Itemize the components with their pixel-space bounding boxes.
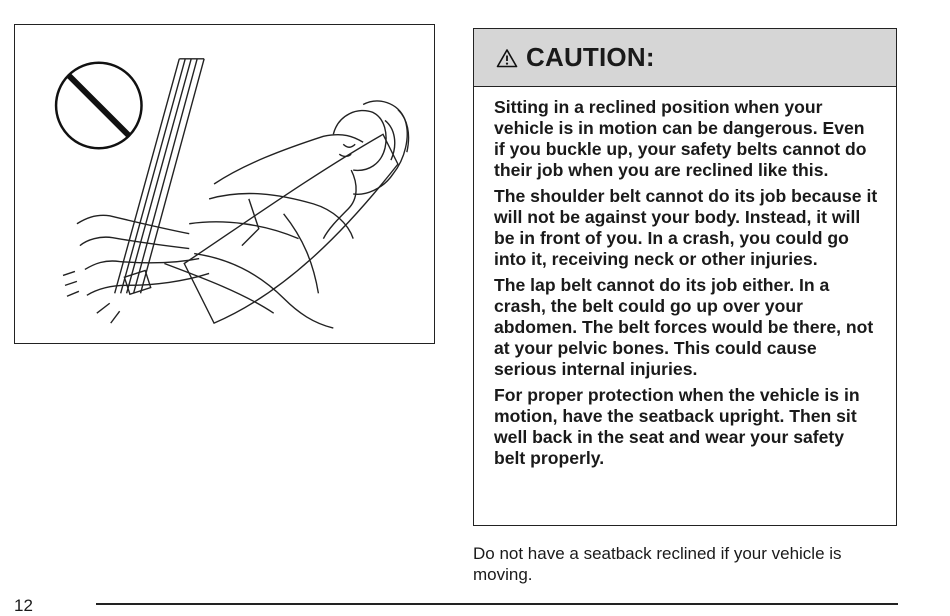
illustration-figure xyxy=(14,24,435,344)
caution-paragraph: The lap belt cannot do its job either. In a crash, the belt could go up over your abdomen. The belt forces would be there, not at your pelvic bones. This could cause serious internal injuries. xyxy=(494,275,874,379)
shoulder-belt xyxy=(115,59,204,294)
body-note: Do not have a seatback reclined if your vehicle is moving. xyxy=(473,544,842,584)
warning-triangle-icon xyxy=(496,48,518,68)
caution-box xyxy=(473,28,897,526)
prohibition-icon xyxy=(56,63,141,148)
caution-title: CAUTION: xyxy=(526,42,655,72)
footer-rule xyxy=(96,603,898,605)
seat-outline xyxy=(184,134,398,323)
page-number: 12 xyxy=(14,596,33,615)
caution-paragraph: For proper protection when the vehicle is in motion, have the seatback upright. Then sit well back in the seat and wear your safety belt properly. xyxy=(494,385,860,468)
reclined-person xyxy=(63,101,409,328)
caution-header xyxy=(474,29,896,87)
caution-paragraph: Sitting in a reclined position when your vehicle is in motion can be dangerous. Even if you buckle up, your safety belts cannot do their job when you are reclined like this. xyxy=(494,97,867,180)
caution-paragraph: The shoulder belt cannot do its job because it will not be against your body. Instead, it will be in front of you. In a crash, you could go into it, receiving neck or other injuries. xyxy=(494,186,878,269)
caution-body xyxy=(474,87,896,469)
reclined-person-illustration xyxy=(15,25,434,343)
